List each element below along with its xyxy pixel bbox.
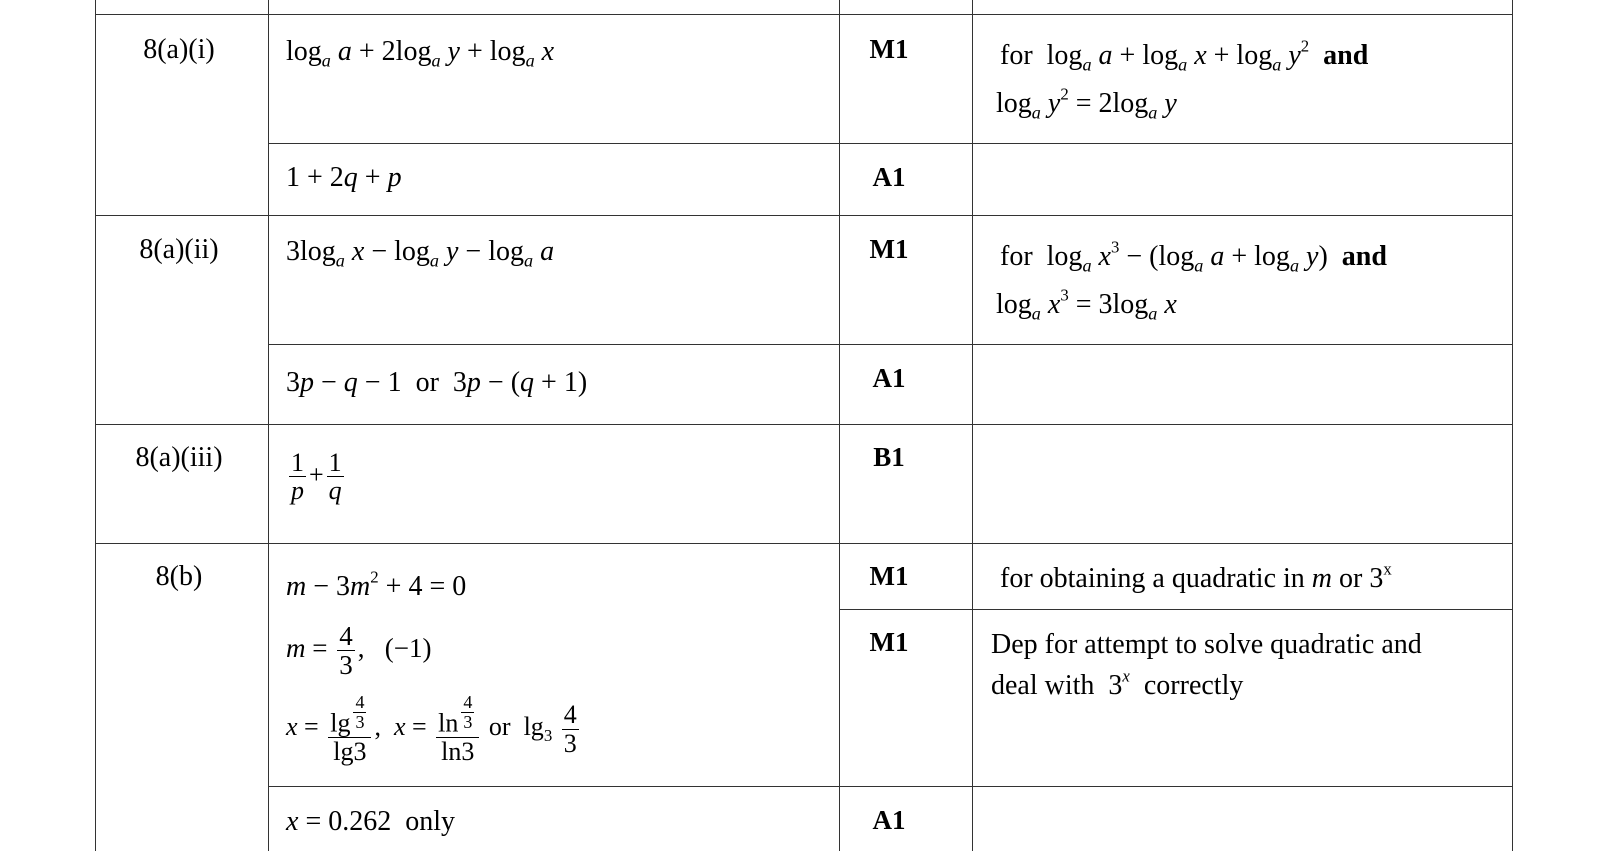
column-border — [95, 0, 96, 851]
mark-label: A1 — [872, 162, 906, 192]
answer-expression: 1 + 2q + p — [286, 162, 402, 193]
guidance-text: for $\log_a a + \log_a x + \log_a y^2$ and — [1000, 36, 1369, 75]
guidance-text: $\log_a x^3 = 3\log_a$ x — [996, 285, 1177, 324]
row-border — [268, 143, 1512, 144]
mark-label: A1 — [872, 363, 906, 393]
column-border — [1512, 0, 1513, 851]
answer-expression: 3p − q − 1 or 3p − (q + 1) — [286, 367, 588, 398]
mark-label: M1 — [869, 234, 909, 264]
column-border — [839, 0, 840, 851]
column-border — [268, 0, 269, 851]
row-border — [268, 786, 1512, 787]
row-border — [95, 14, 1512, 15]
answer-expression: $\log_a a + 2\log_a$ $y + \log_a x$ — [286, 36, 555, 71]
row-border — [95, 215, 1512, 216]
answer-expression: $3\log_a$ $x - \log_a y - \log_a a$ — [286, 236, 555, 271]
guidance-text: Dep for attempt to solve quadratic and — [991, 629, 1422, 660]
row-border — [95, 543, 1512, 544]
mark-label: M1 — [869, 627, 909, 657]
question-label: 8(a)(iii) — [135, 442, 223, 473]
mark-label: M1 — [869, 561, 909, 591]
row-border — [95, 424, 1512, 425]
row-border — [839, 609, 1512, 610]
question-label: 8(b) — [155, 561, 203, 592]
question-label: 8(a)(i) — [143, 34, 215, 65]
guidance-text: $\log_a y^2 = 2\log_a$ y — [996, 84, 1177, 123]
answer-expression: x = 0.262 only — [286, 806, 456, 837]
guidance-text: for $\log_a x^3 - (\log_a$ $a + \log_a y$) and — [1000, 237, 1387, 276]
column-border — [972, 0, 973, 851]
mark-label: M1 — [869, 34, 909, 64]
answer-expression: $m - 3m^2 + 4 = 0$ — [286, 567, 467, 602]
question-label: 8(a)(ii) — [139, 234, 219, 265]
guidance-text: deal with 3$^x$ correctly — [991, 666, 1244, 701]
answer-expression: m = $\frac{4}{3}$ , (−1) — [286, 621, 432, 681]
answer-expression: $\frac{1}{p}$ + $\frac{1}{q}$ — [291, 448, 342, 506]
answer-expression: x = lg $\frac{4}{3}$ lg3 , x = ln $\frac{4}{3}$ ln3 or $\lg_3$ $\frac{4}{3}$ — [286, 692, 577, 766]
mark-label: B1 — [873, 442, 905, 472]
guidance-text: for obtaining a quadratic in m or 3$^x$ — [1000, 559, 1392, 594]
row-border — [268, 344, 1512, 345]
mark-label: A1 — [872, 805, 906, 835]
